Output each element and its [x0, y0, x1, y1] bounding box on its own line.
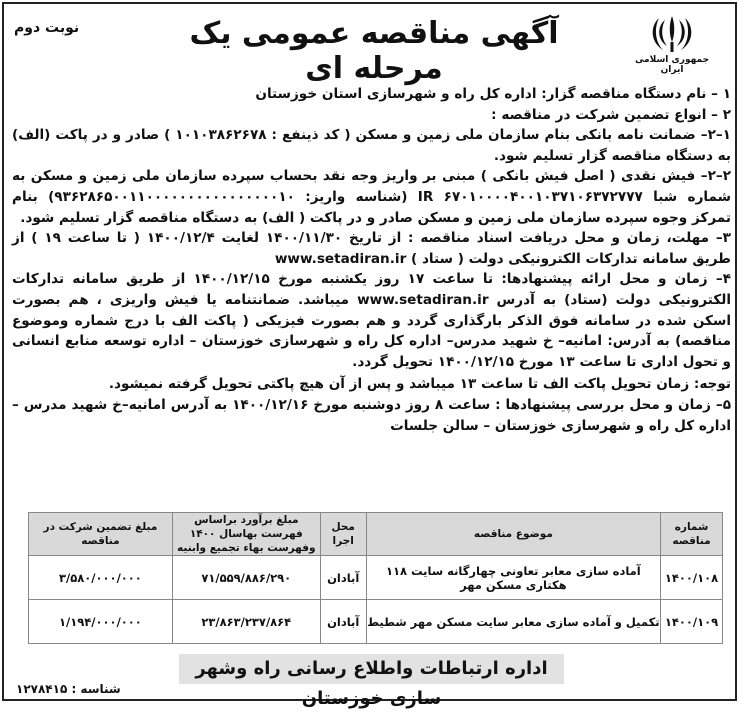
delivery-note: توجه: زمان تحویل پاکت الف تا ساعت ۱۳ میباشد و پس از آن هیچ پاکتی تحویل گرفته نمیشود. [108, 376, 731, 393]
item-4-bid-submission: ۴– زمان و محل ارائه پیشنهادها: تا ساعت ۱۷ روز یکشنبه مورخ ۱۴۰۰/۱۲/۱۵ از طریق سامانه تدارکات الکترونیکی دولت (ستاد) به آدرس www.setadiran.ir میباشد. ضمانتنامه یا فیش واریزی ، هم بصورت اسکن شده در سامانه فوق الذکر بارگذاری گردد و هم بصورت فیزیکی ( پاکت الف با درج شماره وموضوع مناقصه) به آدرس: امانیه– خ شهید مدرس– اداره کل راه و شهرسازی خوزستان – اداره توسعه منابع انسانی و تحول اداری تا ساعت ۱۳ مورخ ۱۴۰۰/۱۲/۱۵ تحویل گردد. [12, 271, 731, 370]
cell-location: آبادان [320, 600, 366, 644]
cell-guarantee: ۱/۱۹۴/۰۰۰/۰۰۰ [29, 600, 173, 644]
item-2-2-cash-deposit: ۲–۲– فیش نقدی ( اصل فیش بانکی ) مبنی بر واریز وجه نقد بحساب سپرده سازمان ملی زمین و مسکن به شماره شبا IR ۶۷۰۱۰۰۰۰۴۰۰۱۰۳۷۱۰۶۳۷۲۷۷۷ (شناسه واریز: ۹۳۶۲۸۶۵۰۰۱۱۰۰۰۰۰۰۰۰۰۰۰۰۰۰۰۰۱۰) بنام تمرکز وجوه سپرده سازمان ملی زمین و مسکن صادر و در پاکت ( الف) به دستگاه مناقصه گزار تسلیم شود. [12, 168, 731, 226]
item-5-bid-review: ۵– زمان و محل بررسی پیشنهادها : ساعت ۸ روز دوشنبه مورخ ۱۴۰۰/۱۲/۱۶ به آدرس امانیه–خ شهید مدرس – اداره کل راه و شهرسازی خوزستان – سالن جلسات [12, 396, 731, 434]
header-number: شماره مناقصه [661, 513, 723, 556]
notice-body [12, 84, 731, 436]
footer-office: اداره ارتباطات واطلاع رسانی راه وشهر سازی خوزستان [179, 654, 564, 684]
header-estimate: مبلغ برآورد براساس فهرست بهاسال ۱۴۰۰ وفهرست بهاء تجمیع وابنیه [172, 513, 320, 556]
emblem-icon [647, 12, 697, 54]
publication-turn: نوبت دوم [14, 20, 80, 36]
cell-location: آبادان [320, 556, 366, 600]
iran-emblem [627, 12, 717, 74]
item-2-guarantees: ۲ – انواع تضمین شرکت در مناقصه : [491, 106, 731, 123]
header-subject: موضوع مناقصه [366, 513, 660, 556]
cell-guarantee: ۳/۵۸۰/۰۰۰/۰۰۰ [29, 556, 173, 600]
tender-notice [2, 2, 737, 709]
notice-serial: شناسه : ۱۲۷۸۴۱۵ [16, 682, 121, 696]
cell-subject: آماده سازی معابر تعاونی چهارگانه سایت ۱۱۸ هکتاری مسکن مهر [366, 556, 660, 600]
table-row [29, 600, 723, 644]
header-guarantee: مبلغ تضمین شرکت در مناقصه [29, 513, 173, 556]
cell-number: ۱۴۰۰/۱۰۸ [661, 556, 723, 600]
notice-header [4, 4, 739, 84]
item-3-document-receipt: ۳– مهلت، زمان و محل دریافت اسناد مناقصه : از تاریخ ۱۴۰۰/۱۱/۳۰ لغایت ۱۴۰۰/۱۲/۴ ( تا ساعت ۱۹ ) از طریق سامانه تدارکات الکترونیکی دولت ( ستاد ) www.setadiran.ir [12, 230, 731, 267]
table-header-row [29, 513, 723, 556]
cell-estimate: ۷۱/۵۵۹/۸۸۶/۲۹۰ [172, 556, 320, 600]
cell-subject: تکمیل و آماده سازی معابر سایت مسکن مهر شطیط [366, 600, 660, 644]
cell-estimate: ۲۳/۸۶۳/۲۳۷/۸۶۴ [172, 600, 320, 644]
header-location: محل اجرا [320, 513, 366, 556]
item-2-1-bank-guarantee: ۱–۲– ضمانت نامه بانکی بنام سازمان ملی زمین و مسکن ( کد ذینفع : ۱۰۱۰۳۸۶۲۶۷۸ ) صادر و در پاکت (الف) به دستگاه مناقصه گزار تسلیم شود. [12, 127, 731, 164]
item-1-authority: ۱ – نام دستگاه مناقصه گزار: اداره کل راه و شهرسازی استان خوزستان [255, 86, 731, 102]
cell-number: ۱۴۰۰/۱۰۹ [661, 600, 723, 644]
emblem-caption: جمهوری اسلامی ایران [634, 55, 710, 75]
table-row [29, 556, 723, 600]
notice-title: آگهی مناقصه عمومی یک مرحله ای [189, 16, 559, 86]
tenders-table [28, 512, 723, 644]
